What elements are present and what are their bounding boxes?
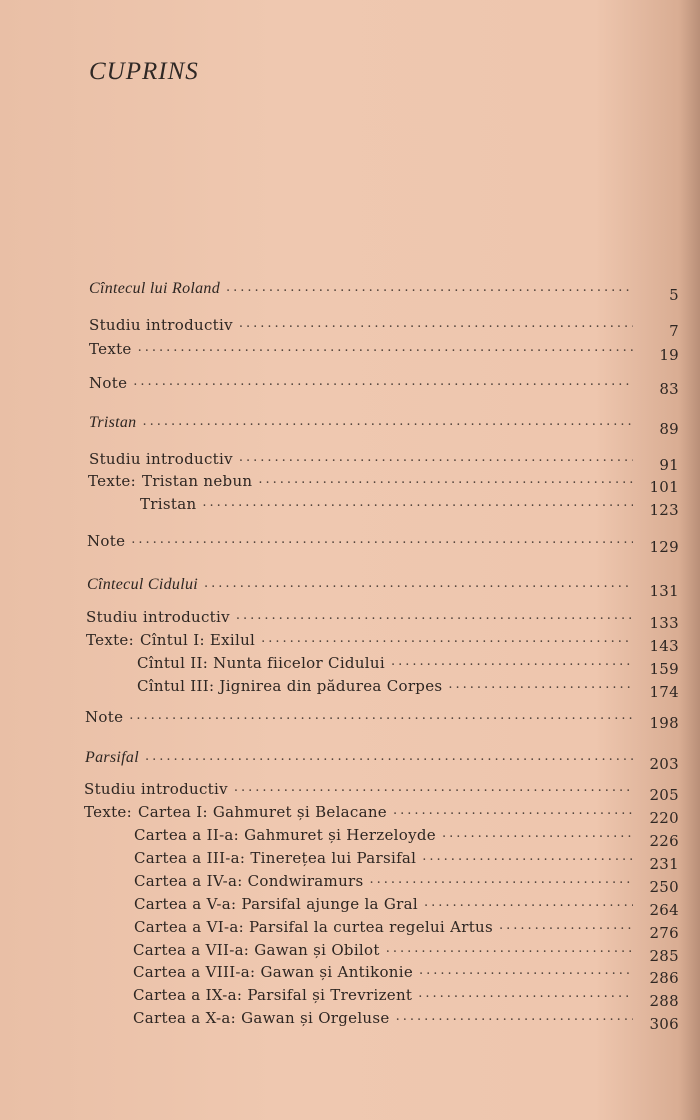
leader-dots (226, 280, 633, 295)
toc-entry (137, 673, 679, 701)
toc-entry (134, 845, 679, 873)
toc-entry (134, 868, 679, 896)
leader-dots (133, 374, 633, 389)
leader-dots (393, 803, 633, 818)
page-number: 83 (659, 380, 679, 398)
leader-dots (391, 654, 633, 669)
leader-dots (239, 450, 633, 465)
leader-dots (448, 677, 633, 692)
toc-entry (134, 914, 679, 942)
page-number: 226 (649, 832, 679, 850)
page-number: 198 (649, 714, 679, 732)
entry-label: Cartea a III-a: Tinerețea lui Parsifal (134, 849, 417, 867)
entry-label: Cartea a IV-a: Condwiramurs (134, 872, 364, 890)
toc-entry (86, 627, 679, 655)
toc-entry (89, 312, 679, 340)
page-number: 288 (649, 992, 679, 1010)
toc-entry (85, 704, 679, 732)
leader-dots (234, 780, 633, 795)
page-number: 133 (649, 614, 679, 632)
leader-dots (370, 872, 633, 887)
page-number: 264 (649, 901, 679, 919)
toc-entry (89, 336, 679, 364)
page-number: 5 (669, 286, 679, 304)
entry-prefix: Texte: (86, 631, 134, 649)
entry-label: Tristan nebun (141, 472, 253, 490)
page-number: 7 (669, 322, 679, 340)
entry-label: Cartea a VIII-a: Gawan și Antikonie (133, 963, 414, 981)
entry-label: Texte (89, 340, 132, 358)
entry-label: Cartea I: Gahmuret și Belacane (137, 803, 387, 821)
toc-entry (88, 468, 679, 496)
entry-label: Cartea a X-a: Gawan și Orgeluse (133, 1009, 390, 1027)
page-number: 276 (649, 924, 679, 942)
leader-dots (145, 749, 633, 764)
page-number: 205 (649, 786, 679, 804)
page-number: 131 (649, 582, 679, 600)
leader-dots (424, 895, 633, 910)
leader-dots (239, 316, 633, 331)
entry-label: Cîntul II: Nunta fiicelor Cidului (137, 654, 385, 672)
page-title: CUPRINS (89, 58, 199, 85)
page-number: 101 (649, 478, 679, 496)
entry-label: Studiu introductiv (86, 608, 230, 626)
toc-entry (87, 572, 679, 600)
leader-dots (204, 576, 633, 591)
page-number: 89 (659, 420, 679, 438)
entry-label: Studiu introductiv (89, 450, 233, 468)
toc-entry (84, 776, 679, 804)
toc-entry (133, 959, 679, 987)
entry-label: Tristan (140, 495, 197, 513)
entry-label: Cartea a IX-a: Parsifal și Trevrizent (133, 986, 413, 1004)
page-number: 250 (649, 878, 679, 896)
toc-entry (89, 370, 679, 398)
leader-dots (499, 918, 633, 933)
entry-label: Studiu introductiv (89, 316, 233, 334)
section-title: Tristan (89, 414, 137, 431)
leader-dots (442, 826, 633, 841)
page-number: 220 (649, 809, 679, 827)
entry-label: Cîntul I: Exilul (139, 631, 256, 649)
leader-dots (236, 608, 633, 623)
page-number: 231 (649, 855, 679, 873)
section-title: Cîntecul lui Roland (89, 280, 221, 297)
page-number: 143 (649, 637, 679, 655)
toc-entry (134, 891, 679, 919)
page-number: 19 (659, 346, 679, 364)
toc-entry (84, 799, 679, 827)
entry-label: Cartea a V-a: Parsifal ajunge la Gral (134, 895, 418, 913)
leader-dots (261, 631, 633, 646)
leader-dots (142, 414, 633, 429)
toc-entry (133, 1005, 679, 1033)
leader-dots (422, 849, 633, 864)
entry-label: Studiu introductiv (84, 780, 228, 798)
toc-entry (87, 528, 679, 556)
leader-dots (419, 963, 633, 978)
section-title: Cîntecul Cidului (87, 576, 199, 593)
toc-entry (89, 446, 679, 474)
page-number: 159 (649, 660, 679, 678)
leader-dots (418, 986, 633, 1001)
page-number: 286 (649, 969, 679, 987)
leader-dots (138, 340, 633, 355)
page-number: 123 (649, 501, 679, 519)
entry-label: Note (89, 374, 128, 392)
page-number: 306 (649, 1015, 679, 1033)
entry-label: Cartea a VII-a: Gawan și Obilot (133, 941, 380, 959)
page-number: 174 (649, 683, 679, 701)
entry-label: Note (85, 708, 124, 726)
page-number: 203 (649, 755, 679, 773)
entry-label: Note (87, 532, 126, 550)
toc-entry (85, 745, 679, 773)
leader-dots (129, 708, 633, 723)
toc-entry (134, 822, 679, 850)
leader-dots (258, 472, 633, 487)
section-title: Parsifal (85, 749, 139, 766)
toc-entry (133, 937, 679, 965)
toc-entry (140, 491, 679, 519)
toc-entry (133, 982, 679, 1010)
leader-dots (396, 1009, 633, 1024)
page-number: 285 (649, 947, 679, 965)
entry-label: Cartea a VI-a: Parsifal la curtea regelui Artus (134, 918, 493, 936)
entry-label: Cartea a II-a: Gahmuret și Herzeloyde (134, 826, 436, 844)
toc-entry (89, 276, 679, 304)
leader-dots (202, 495, 633, 510)
toc-entry (137, 650, 679, 678)
toc-entry (86, 604, 679, 632)
leader-dots (131, 532, 633, 547)
entry-prefix: Texte: (84, 803, 132, 821)
entry-label: Cîntul III: Jignirea din pădurea Corpes (137, 677, 443, 695)
leader-dots (386, 941, 633, 956)
toc-entry (89, 410, 679, 438)
page-number: 91 (659, 456, 679, 474)
page-number: 129 (649, 538, 679, 556)
entry-prefix: Texte: (88, 472, 136, 490)
